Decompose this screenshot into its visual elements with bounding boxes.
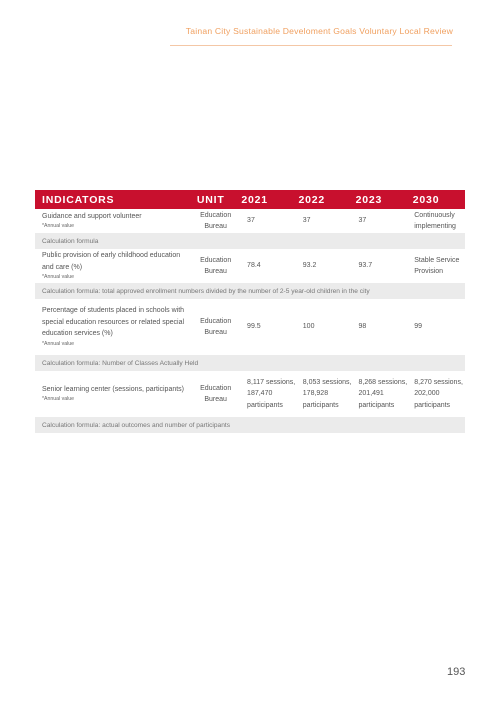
unit-cell: Education Bureau bbox=[200, 211, 232, 230]
value-2030: Continuously implementing bbox=[414, 211, 456, 230]
table-row bbox=[35, 299, 465, 355]
table-row bbox=[35, 249, 465, 283]
formula-row: Calculation formula bbox=[35, 233, 465, 249]
page-number: 193 bbox=[447, 666, 466, 678]
col-2021: 2021 bbox=[241, 193, 268, 206]
indicator-name: Public provision of early childhood education and care (%) bbox=[42, 252, 181, 271]
value-2023: 93.7 bbox=[358, 262, 373, 270]
value-2023: 37 bbox=[358, 217, 367, 225]
value-2022: 37 bbox=[302, 217, 311, 225]
formula-row: Calculation formula: Number of Classes Actually Held bbox=[35, 355, 465, 371]
indicator-note: *Annual value bbox=[42, 274, 75, 280]
unit-cell: Education Bureau bbox=[200, 317, 232, 336]
unit-cell: Education Bureau bbox=[200, 256, 232, 275]
col-2022: 2022 bbox=[298, 193, 326, 206]
document-header-title: Tainan City Sustainable Develoment Goals Voluntary Local Review bbox=[185, 26, 453, 36]
value-2022: 100 bbox=[302, 323, 315, 331]
col-unit: UNIT bbox=[196, 193, 225, 206]
indicators-table bbox=[35, 190, 465, 433]
value-2030: Stable Service Provision bbox=[414, 256, 460, 275]
table-row bbox=[35, 209, 465, 233]
value-2030: 99 bbox=[414, 323, 423, 331]
table-row bbox=[35, 371, 465, 417]
value-2021: 99.5 bbox=[247, 323, 261, 331]
indicator-name: Senior learning center (sessions, participants) bbox=[42, 385, 185, 393]
unit-cell: Education Bureau bbox=[200, 384, 232, 403]
col-indicators: INDICATORS bbox=[42, 193, 115, 206]
formula-row: Calculation formula: total approved enrollment numbers divided by the number of 2-5 year-old children in the city bbox=[35, 283, 465, 299]
value-2022: 8,053 sessions, 178,928 participants bbox=[302, 378, 352, 409]
value-2021: 37 bbox=[247, 217, 255, 225]
indicator-name: Percentage of students placed in schools with special education resources or related special education services (%) bbox=[42, 307, 185, 338]
value-2021: 78.4 bbox=[247, 262, 261, 270]
value-2022: 93.2 bbox=[302, 262, 317, 270]
col-2030: 2030 bbox=[412, 193, 440, 206]
indicator-note: *Annual value bbox=[42, 340, 75, 347]
value-2023: 98 bbox=[358, 323, 367, 331]
col-2023: 2023 bbox=[355, 193, 383, 206]
header-divider bbox=[170, 45, 452, 46]
indicator-note: *Annual value bbox=[42, 396, 75, 403]
value-2021: 8,117 sessions, 187,470 participants bbox=[247, 378, 296, 409]
table-header-row bbox=[35, 190, 465, 209]
indicator-note: *Annual value bbox=[42, 223, 75, 230]
value-2030: 8,270 sessions, 202,000 participants bbox=[414, 378, 463, 409]
formula-row: Calculation formula: actual outcomes and number of participants bbox=[35, 417, 465, 433]
value-2023: 8,268 sessions, 201,491 participants bbox=[358, 378, 408, 409]
indicator-name: Guidance and support volunteer bbox=[42, 212, 142, 220]
